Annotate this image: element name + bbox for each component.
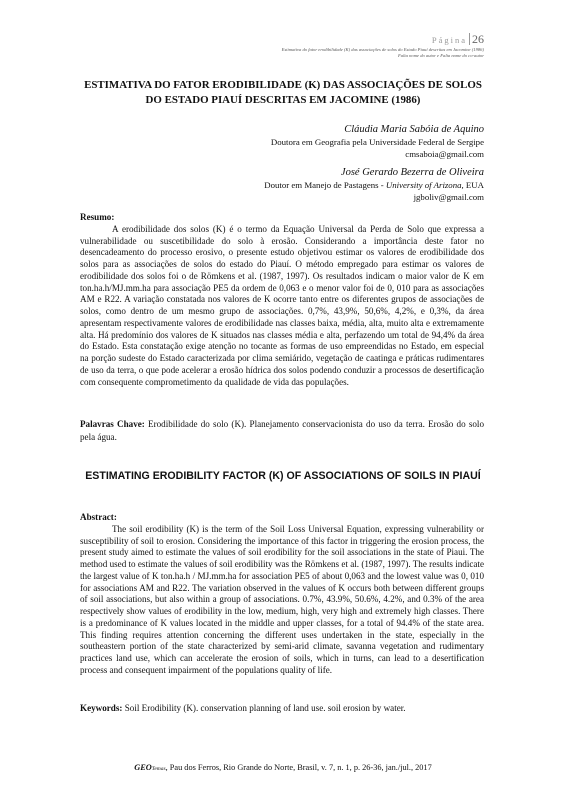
- resumo-section: [80, 212, 484, 388]
- author-1-name: Cláudia Maria Sabóia de Aquino: [344, 124, 484, 135]
- keywords: [80, 702, 484, 715]
- author-2-affiliation-prefix: Doutor em Manejo de Pastagens -: [264, 180, 386, 190]
- resumo-heading: Resumo:: [80, 212, 115, 222]
- abstract-body: The soil erodibility (K) is the term of the Soil Loss Universal Equation, expressing vulnerability or susceptibility of soil to erosion. Considering the importance of this factor in triggering the erosion process, the present study aimed to estimate the values of soil erodibility for the soil associations in the state of Piaui. The method used to estimate the values of soil erodibility was the Römkens et al. (1987, 1997). The results indicate the largest value of K ton.ha.h / MJ.mm.ha for association PE5 of about 0,063 and the lowest value was 0, 010 for associations AM and R22. The variation observed in the values of K occurs both between different groups of soil associations, but also within a group of associations. 0.7%, 43.9%, 50.6%, 4.2%, and 0.3% of the area respectively show values of erodibility in the low, medium, high, very high and extremely high classes. There is a predominance of K values located in the middle and upper classes, for a total of 94.4% of the state area. This finding requires attention concerning the different uses undertaken in the state, especially in the southeastern portion of the state characterized by semi-arid climate, savanna vegetation and rudimentary practices land use, which can accelerate the erosion of soils, which in turns, can lead to a desertification process and consequent impairment of the populations quality of life.: [80, 523, 484, 675]
- journal-footer: [0, 763, 566, 772]
- abstract-section: [80, 512, 484, 677]
- running-title: Estimativa do fator erodibilidade (K) das associações de solos do Estado Piauí descritas em Jacomine (1986): [281, 47, 484, 52]
- title-english: ESTIMATING ERODIBILITY FACTOR (K) OF ASSOCIATIONS OF SOILS IN PIAUÍ: [85, 470, 481, 482]
- author-2-name: José Gerardo Bezerra de Oliveira: [340, 167, 484, 178]
- author-1: [271, 123, 484, 160]
- author-2-email: jgboliv@gmail.com: [413, 192, 484, 202]
- journal-citation: , Pau dos Ferros, Rio Grande do Norte, Brasil, v. 7, n. 1, p. 26-36, jan./jul., 2017: [165, 763, 432, 772]
- keywords-label: Keywords:: [80, 703, 123, 713]
- journal-logo: GEO: [134, 763, 152, 772]
- author-2-institution: University of Arizona: [385, 180, 462, 190]
- author-2-affiliation: [264, 179, 484, 191]
- page-number: 26: [472, 32, 484, 46]
- title-portuguese: ESTIMATIVA DO FATOR ERODIBILIDADE (K) DAS ASSOCIAÇÕES DE SOLOS DO ESTADO PIAUÍ DESCRITAS EM JACOMINE (1986): [84, 79, 482, 106]
- running-header: [282, 32, 484, 59]
- author-2: [264, 166, 484, 203]
- abstract-heading: Abstract:: [80, 512, 117, 522]
- palavras-chave-text: Erodibilidade do solo (K). Planejamento conservacionista do uso da terra. Erosão do solo pela água.: [80, 419, 485, 442]
- author-1-affiliation: Doutora em Geografia pela Universidade Federal de Sergipe: [270, 137, 484, 147]
- keywords-text: Soil Erodibility (K). conservation planning of land use. soil erosion by water.: [122, 703, 406, 713]
- palavras-chave: [80, 418, 484, 443]
- author-2-affiliation-suffix: , EUA: [461, 180, 484, 190]
- resumo-body: A erodibilidade dos solos (K) é o termo da Equação Universal da Perda de Solo que expressa a vulnerabilidade ou suscetibilidade do solo à erosão. Considerando a importância deste fator no desencadeamento do processo erosivo, o presente estudo objetivou estimar os valores de erodibilidade dos solos para as associações de solos do estado do Piauí. O método empregado para estimar os valores de erodibilidade dos solos foi o de Römkens et al. (1987, 1997). Os resultados indicam o maior valor de K em ton.ha.h/MJ.mm.ha para associação PE5 da ordem de 0,063 e o menor valor foi de 0, 010 para as associações AM e R22. A variação constatada nos valores de K ocorre tanto entre os diferentes grupos de associações de solos, como dentro de um mesmo grupo de associações. 0,7%, 43,9%, 50,6%, 4,2%, e 0,3%, da área apresentam respectivamente valores de erodibilidade nas classes baixa, média, alta, muito alta e extremamente alta. Há predomínio dos valores de K situados nas classes média e alta, perfazendo um total de 94,4% da área do Estado. Esta constatação exige atenção no tocante as formas de uso empreendidas no Estado, em especial na porção sudeste do Estado caracterizada por clima semiárido, vegetação de caatinga e práticas rudimentares de uso da terra, o que pode acelerar a erosão hídrica dos solos podendo conduzir a processos de desertificação com consequente comprometimento da qualidade de vida das populações.: [80, 223, 484, 387]
- journal-logo-small: Temas: [151, 766, 166, 772]
- page-number-row: [282, 32, 484, 47]
- author-1-email: cmsaboia@gmail.com: [405, 149, 484, 159]
- header-divider: [469, 33, 470, 45]
- palavras-chave-label: Palavras Chave:: [80, 419, 145, 429]
- page-label: Página: [431, 35, 467, 45]
- running-authors: Falta nome do autor e Falta nome do co-autor: [398, 53, 484, 58]
